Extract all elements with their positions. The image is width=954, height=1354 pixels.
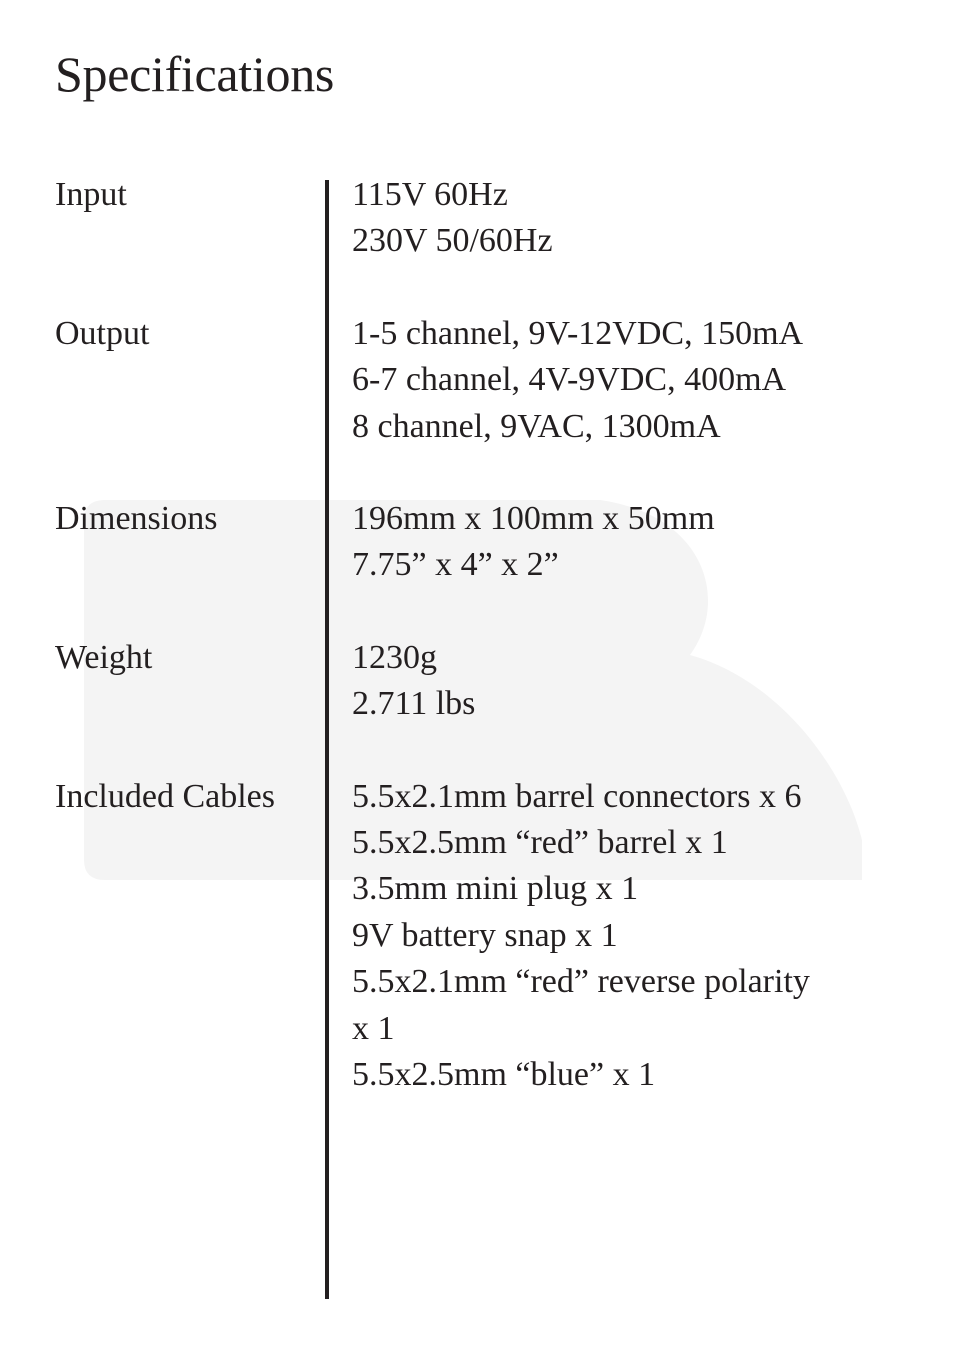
spec-values bbox=[352, 496, 892, 589]
spec-row-included-cables bbox=[0, 774, 954, 1099]
spec-value: 8 channel, 9VAC, 1300mA bbox=[352, 407, 721, 445]
spec-label: Included Cables bbox=[55, 777, 275, 815]
spec-list bbox=[0, 172, 954, 1145]
spec-row-input bbox=[0, 172, 954, 265]
spec-values bbox=[352, 172, 892, 265]
spec-values bbox=[352, 635, 892, 728]
page-title: Specifications bbox=[55, 46, 335, 102]
spec-label: Dimensions bbox=[55, 500, 218, 538]
spec-row-output bbox=[0, 311, 954, 450]
spec-label: Input bbox=[55, 176, 127, 213]
spec-value: 115V 60Hz bbox=[352, 176, 508, 213]
spec-value: 5.5x2.1mm barrel connectors x 6 bbox=[352, 777, 802, 815]
spec-value: x 1 bbox=[352, 1009, 395, 1047]
spec-value: 1-5 channel, 9V-12VDC, 150mA bbox=[352, 314, 804, 352]
spec-value: 3.5mm mini plug x 1 bbox=[352, 870, 639, 908]
spec-label: Weight bbox=[55, 638, 153, 676]
spec-value: 5.5x2.1mm “red” reverse polarity bbox=[352, 963, 810, 1001]
spec-label: Output bbox=[55, 314, 150, 352]
spec-value: 6-7 channel, 4V-9VDC, 400mA bbox=[352, 361, 787, 399]
spec-value: 230V 50/60Hz bbox=[352, 222, 553, 260]
spec-value: 9V battery snap x 1 bbox=[352, 916, 618, 954]
spec-values bbox=[352, 774, 892, 1099]
spec-value: 7.75” x 4” x 2” bbox=[352, 546, 559, 584]
spec-row-dimensions bbox=[0, 496, 954, 589]
spec-value: 2.711 lbs bbox=[352, 685, 476, 723]
spec-value: 5.5x2.5mm “blue” x 1 bbox=[352, 1056, 656, 1094]
spec-row-weight bbox=[0, 635, 954, 728]
spec-values bbox=[352, 311, 892, 450]
spec-value: 5.5x2.5mm “red” barrel x 1 bbox=[352, 824, 728, 862]
spec-value: 1230g bbox=[352, 638, 437, 676]
spec-value: 196mm x 100mm x 50mm bbox=[352, 500, 715, 538]
